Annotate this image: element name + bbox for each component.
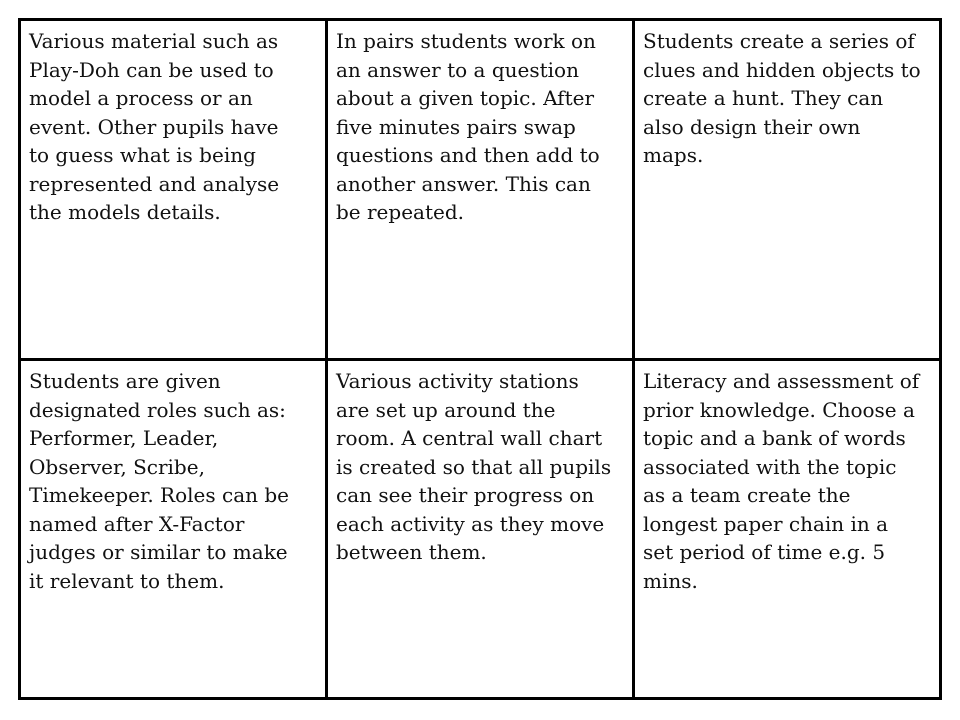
activity-grid bbox=[18, 18, 942, 700]
cell-treasure-hunt: Students create a series of clues and hidden objects to create a hunt. They can also design their own maps. bbox=[643, 29, 921, 167]
cell-play-doh-models: Various material such as Play-Doh can be used to model a process or an event. Other pupils have to guess what is being represented and analyse the models details. bbox=[29, 29, 280, 224]
cell-paper-chain: Literacy and assessment of prior knowledge. Choose a topic and a bank of words associated with the topic as a team create the longest paper chain in a set period of time e.g. 5 mins. bbox=[643, 369, 920, 593]
cell-activity-stations: Various activity stations are set up around the room. A central wall chart is created so that all pupils can see their progress on each activity as they move between them. bbox=[336, 369, 612, 564]
cell-designated-roles: Students are given designated roles such as: Performer, Leader, Observer, Scribe, Timekeeper. Roles can be named after X-Factor judges or similar to make it relevant to them. bbox=[29, 369, 289, 593]
cell-pair-questions: In pairs students work on an answer to a question about a given topic. After five minutes pairs swap questions and then add to another answer. This can be repeated. bbox=[336, 29, 600, 224]
